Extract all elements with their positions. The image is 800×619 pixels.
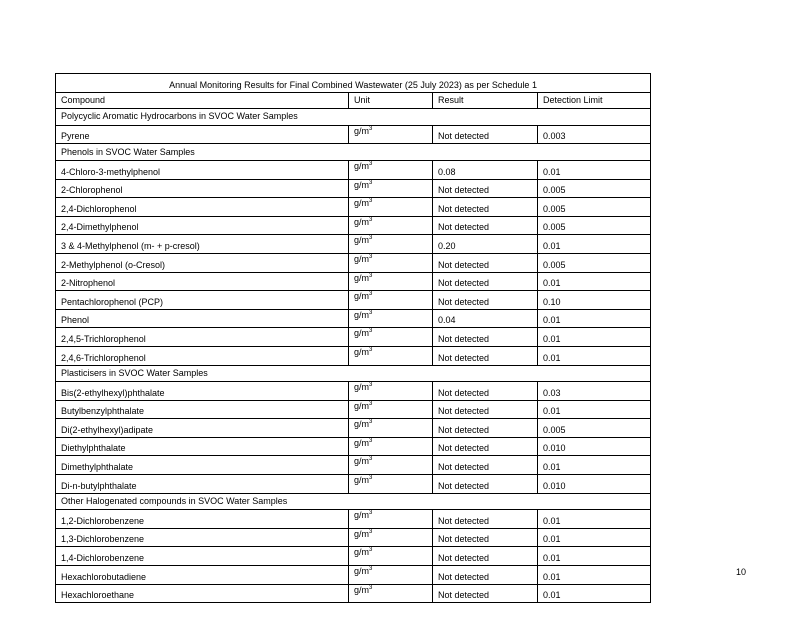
detection-limit-cell: 0.01 xyxy=(538,456,651,475)
table-row xyxy=(56,328,651,347)
table-header-row xyxy=(56,92,651,109)
unit-exponent: 3 xyxy=(369,328,373,335)
unit-cell xyxy=(349,291,433,310)
compound-cell: Diethylphthalate xyxy=(56,437,349,456)
unit-exponent: 3 xyxy=(369,437,373,444)
table-row xyxy=(56,160,651,179)
table-row xyxy=(56,400,651,419)
unit-exponent: 3 xyxy=(369,475,373,482)
compound-cell: 2-Methylphenol (o-Cresol) xyxy=(56,253,349,272)
unit-exponent: 3 xyxy=(369,456,373,463)
compound-cell: 2,4-Dichlorophenol xyxy=(56,198,349,217)
detection-limit-cell: 0.01 xyxy=(538,566,651,585)
result-cell: Not detected xyxy=(433,547,538,566)
detection-limit-cell: 0.003 xyxy=(538,125,651,144)
result-cell: Not detected xyxy=(433,456,538,475)
header-detection-limit: Detection Limit xyxy=(538,92,651,109)
unit-base: g/m xyxy=(354,475,370,486)
unit-cell xyxy=(349,584,433,603)
unit-cell xyxy=(349,566,433,585)
unit-cell xyxy=(349,346,433,365)
detection-limit-cell: 0.01 xyxy=(538,528,651,547)
unit-exponent: 3 xyxy=(369,125,373,132)
unit-base: g/m xyxy=(354,510,370,521)
unit-exponent: 3 xyxy=(369,253,373,260)
results-table-body xyxy=(56,74,651,603)
unit-base: g/m xyxy=(354,160,370,171)
result-cell: Not detected xyxy=(433,125,538,144)
unit-cell xyxy=(349,216,433,235)
unit-cell xyxy=(349,528,433,547)
table-row xyxy=(56,510,651,529)
detection-limit-cell: 0.01 xyxy=(538,272,651,291)
compound-cell: Di(2-ethylhexyl)adipate xyxy=(56,419,349,438)
compound-cell: 4-Chloro-3-methylphenol xyxy=(56,160,349,179)
table-row xyxy=(56,309,651,328)
result-cell: Not detected xyxy=(433,400,538,419)
result-cell: Not detected xyxy=(433,566,538,585)
unit-base: g/m xyxy=(354,419,370,430)
unit-base: g/m xyxy=(354,400,370,411)
detection-limit-cell: 0.005 xyxy=(538,216,651,235)
result-cell: Not detected xyxy=(433,346,538,365)
unit-cell xyxy=(349,235,433,254)
unit-exponent: 3 xyxy=(369,566,373,573)
result-cell: Not detected xyxy=(433,272,538,291)
unit-cell xyxy=(349,510,433,529)
unit-base: g/m xyxy=(354,216,370,227)
detection-limit-cell: 0.010 xyxy=(538,437,651,456)
unit-exponent: 3 xyxy=(369,419,373,426)
unit-cell xyxy=(349,456,433,475)
section-title: Plasticisers in SVOC Water Samples xyxy=(56,365,651,382)
unit-cell xyxy=(349,160,433,179)
header-compound: Compound xyxy=(56,92,349,109)
unit-exponent: 3 xyxy=(369,216,373,223)
compound-cell: 1,2-Dichlorobenzene xyxy=(56,510,349,529)
unit-cell xyxy=(349,419,433,438)
unit-base: g/m xyxy=(354,198,370,209)
compound-cell: Pyrene xyxy=(56,125,349,144)
unit-cell xyxy=(349,253,433,272)
unit-base: g/m xyxy=(354,235,370,246)
unit-base: g/m xyxy=(354,547,370,558)
compound-cell: Butylbenzylphthalate xyxy=(56,400,349,419)
detection-limit-cell: 0.010 xyxy=(538,475,651,494)
compound-cell: Di-n-butylphthalate xyxy=(56,475,349,494)
section-title: Phenols in SVOC Water Samples xyxy=(56,144,651,161)
unit-base: g/m xyxy=(354,437,370,448)
unit-base: g/m xyxy=(354,584,370,595)
unit-exponent: 3 xyxy=(369,235,373,242)
detection-limit-cell: 0.03 xyxy=(538,382,651,401)
unit-exponent: 3 xyxy=(369,382,373,389)
result-cell: Not detected xyxy=(433,216,538,235)
unit-cell xyxy=(349,475,433,494)
result-cell: Not detected xyxy=(433,291,538,310)
unit-cell xyxy=(349,272,433,291)
unit-exponent: 3 xyxy=(369,584,373,591)
section-row xyxy=(56,365,651,382)
unit-exponent: 3 xyxy=(369,179,373,186)
detection-limit-cell: 0.01 xyxy=(538,309,651,328)
result-cell: Not detected xyxy=(433,328,538,347)
compound-cell: Phenol xyxy=(56,309,349,328)
result-cell: Not detected xyxy=(433,253,538,272)
unit-exponent: 3 xyxy=(369,510,373,517)
table-row xyxy=(56,235,651,254)
result-cell: Not detected xyxy=(433,475,538,494)
unit-base: g/m xyxy=(354,291,370,302)
unit-cell xyxy=(349,437,433,456)
result-cell: Not detected xyxy=(433,510,538,529)
result-cell: 0.08 xyxy=(433,160,538,179)
compound-cell: Hexachlorobutadiene xyxy=(56,566,349,585)
result-cell: Not detected xyxy=(433,584,538,603)
unit-cell xyxy=(349,400,433,419)
unit-base: g/m xyxy=(354,309,370,320)
table-row xyxy=(56,547,651,566)
result-cell: 0.20 xyxy=(433,235,538,254)
compound-cell: 2,4-Dimethylphenol xyxy=(56,216,349,235)
section-title: Other Halogenated compounds in SVOC Water Samples xyxy=(56,493,651,510)
compound-cell: 1,4-Dichlorobenzene xyxy=(56,547,349,566)
unit-exponent: 3 xyxy=(369,547,373,554)
unit-base: g/m xyxy=(354,528,370,539)
result-cell: Not detected xyxy=(433,419,538,438)
unit-cell xyxy=(349,125,433,144)
unit-cell xyxy=(349,309,433,328)
table-row xyxy=(56,346,651,365)
compound-cell: 2,4,5-Trichlorophenol xyxy=(56,328,349,347)
unit-exponent: 3 xyxy=(369,400,373,407)
detection-limit-cell: 0.005 xyxy=(538,253,651,272)
unit-cell xyxy=(349,179,433,198)
compound-cell: Pentachlorophenol (PCP) xyxy=(56,291,349,310)
detection-limit-cell: 0.01 xyxy=(538,547,651,566)
unit-cell xyxy=(349,328,433,347)
table-title-row xyxy=(56,74,651,93)
compound-cell: Bis(2-ethylhexyl)phthalate xyxy=(56,382,349,401)
results-table xyxy=(55,73,651,603)
section-row xyxy=(56,493,651,510)
table-row xyxy=(56,382,651,401)
detection-limit-cell: 0.005 xyxy=(538,419,651,438)
unit-exponent: 3 xyxy=(369,528,373,535)
table-row xyxy=(56,291,651,310)
table-row xyxy=(56,456,651,475)
unit-cell xyxy=(349,198,433,217)
table-row xyxy=(56,253,651,272)
result-cell: Not detected xyxy=(433,198,538,217)
table-row xyxy=(56,179,651,198)
detection-limit-cell: 0.01 xyxy=(538,160,651,179)
unit-base: g/m xyxy=(354,346,370,357)
table-row xyxy=(56,216,651,235)
compound-cell: Dimethylphthalate xyxy=(56,456,349,475)
unit-cell xyxy=(349,382,433,401)
unit-exponent: 3 xyxy=(369,160,373,167)
unit-base: g/m xyxy=(354,125,370,136)
unit-exponent: 3 xyxy=(369,272,373,279)
header-result: Result xyxy=(433,92,538,109)
unit-base: g/m xyxy=(354,566,370,577)
section-title: Polycyclic Aromatic Hydrocarbons in SVOC Water Samples xyxy=(56,109,651,126)
compound-cell: 2-Chlorophenol xyxy=(56,179,349,198)
unit-base: g/m xyxy=(354,456,370,467)
result-cell: Not detected xyxy=(433,528,538,547)
detection-limit-cell: 0.01 xyxy=(538,400,651,419)
table-row xyxy=(56,566,651,585)
unit-exponent: 3 xyxy=(369,309,373,316)
compound-cell: 3 & 4-Methylphenol (m- + p-cresol) xyxy=(56,235,349,254)
table-row xyxy=(56,584,651,603)
unit-base: g/m xyxy=(354,179,370,190)
table-row xyxy=(56,272,651,291)
table-row xyxy=(56,528,651,547)
result-cell: Not detected xyxy=(433,382,538,401)
unit-base: g/m xyxy=(354,328,370,339)
detection-limit-cell: 0.01 xyxy=(538,235,651,254)
detection-limit-cell: 0.01 xyxy=(538,510,651,529)
compound-cell: Hexachloroethane xyxy=(56,584,349,603)
detection-limit-cell: 0.01 xyxy=(538,346,651,365)
table-row xyxy=(56,198,651,217)
table-row xyxy=(56,437,651,456)
unit-exponent: 3 xyxy=(369,198,373,205)
detection-limit-cell: 0.10 xyxy=(538,291,651,310)
section-row xyxy=(56,109,651,126)
page-number: 10 xyxy=(736,567,747,577)
unit-exponent: 3 xyxy=(369,291,373,298)
unit-exponent: 3 xyxy=(369,346,373,353)
table-row xyxy=(56,419,651,438)
result-cell: Not detected xyxy=(433,437,538,456)
detection-limit-cell: 0.005 xyxy=(538,179,651,198)
compound-cell: 1,3-Dichlorobenzene xyxy=(56,528,349,547)
header-unit: Unit xyxy=(349,92,433,109)
unit-base: g/m xyxy=(354,272,370,283)
detection-limit-cell: 0.01 xyxy=(538,584,651,603)
detection-limit-cell: 0.005 xyxy=(538,198,651,217)
result-cell: 0.04 xyxy=(433,309,538,328)
compound-cell: 2,4,6-Trichlorophenol xyxy=(56,346,349,365)
section-row xyxy=(56,144,651,161)
unit-base: g/m xyxy=(354,382,370,393)
compound-cell: 2-Nitrophenol xyxy=(56,272,349,291)
unit-cell xyxy=(349,547,433,566)
unit-base: g/m xyxy=(354,253,370,264)
table-title: Annual Monitoring Results for Final Combined Wastewater (25 July 2023) as per Schedule 1 xyxy=(56,74,651,93)
table-row xyxy=(56,125,651,144)
result-cell: Not detected xyxy=(433,179,538,198)
detection-limit-cell: 0.01 xyxy=(538,328,651,347)
table-row xyxy=(56,475,651,494)
